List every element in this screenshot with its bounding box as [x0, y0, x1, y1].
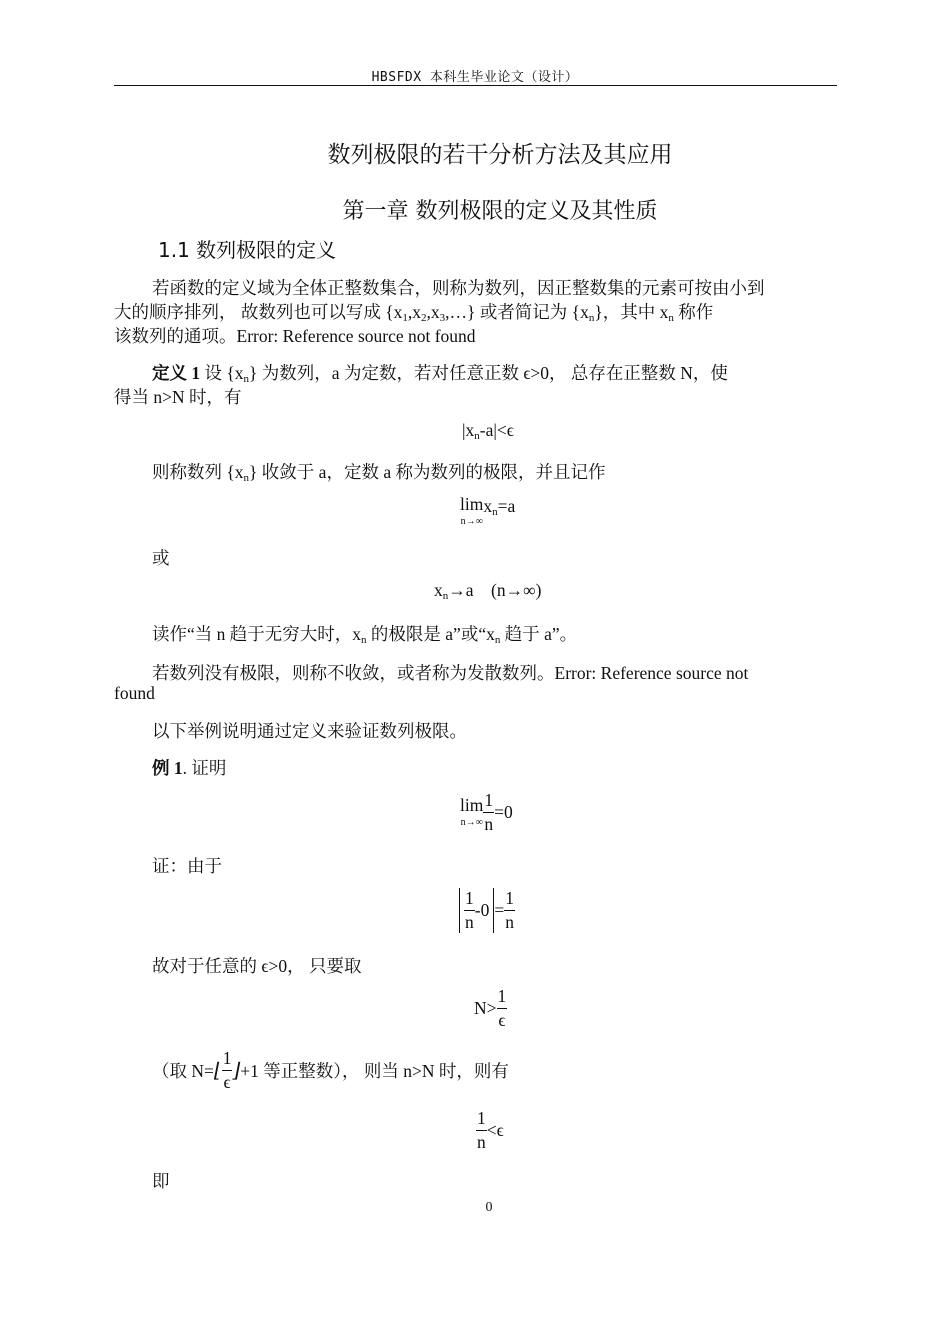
conv-text-b: } 收敛于 a，定数 a 称为数列的极限，并且记作 — [249, 462, 606, 482]
eq1-x: x — [465, 420, 475, 440]
lim-sub: n→∞ — [460, 515, 483, 527]
para1-line1: 若函数的定义域为全体正整数集合，则称为数列，因正整数集的元素可按由小到 — [152, 278, 765, 298]
sub-1: 1 — [402, 312, 408, 324]
conv-x: x — [234, 462, 244, 482]
eq2-x: x — [483, 496, 493, 516]
diverge-line2: found — [114, 683, 155, 703]
eq4-lim-sub: n→∞ — [460, 816, 483, 828]
eq5-num: 1 — [464, 890, 475, 911]
intro-example: 以下举例说明通过定义来验证数列极限。 — [152, 721, 467, 741]
take-b: +1 等正整数）， 则当 n>N 时，则有 — [240, 1061, 509, 1081]
eq1-left: | — [462, 420, 466, 440]
def1-text-b: } 为数列，a 为定数，若对任意正数 ϵ>0， 总存在正整数 N，使 — [249, 363, 728, 383]
equation-arrow — [434, 580, 541, 602]
section-heading: 1.1 数列极限的定义 — [158, 238, 337, 262]
eq6-left: N> — [474, 998, 497, 1018]
ellipsis: ,…} — [445, 302, 476, 322]
eq4-tail: =0 — [494, 802, 513, 822]
equation-lim-1-over-n — [460, 792, 513, 833]
def1-line2: 得当 n>N 时，有 — [114, 387, 242, 407]
read-sub1: n — [361, 634, 367, 646]
converge-line — [152, 459, 605, 484]
read-sub2: n — [494, 634, 501, 646]
para1-line2-b: 或者简记为 { — [479, 302, 581, 322]
or-text: 或 — [152, 548, 170, 568]
eq5-frac2 — [504, 890, 515, 931]
read-c: 趋于 a”。 — [500, 624, 578, 644]
seq-xn: x — [580, 302, 589, 322]
eq2-sub-n: n — [492, 506, 498, 518]
sub-2: 2 — [421, 312, 427, 324]
take-den: ϵ — [223, 1071, 231, 1092]
eq7-num: 1 — [476, 1110, 487, 1131]
example-text: . 证明 — [182, 758, 227, 778]
chapter-heading: 第一章 数列极限的定义及其性质 — [342, 199, 658, 224]
eq1-right: -a|<ϵ — [479, 420, 514, 440]
conv-sub: n — [243, 472, 250, 484]
page-number: 0 — [485, 1200, 493, 1215]
eq5-den: n — [465, 911, 474, 932]
def1-text-a: 设 { — [200, 363, 235, 383]
equation-abs-diff — [462, 420, 514, 442]
def1-sub-n: n — [243, 373, 250, 385]
para1-line2-d: 称作 — [678, 302, 714, 322]
eq4-den: n — [484, 813, 494, 834]
sub-n: n — [588, 312, 595, 324]
eq2-body: =a — [497, 496, 516, 516]
take-a: （取 N= — [152, 1061, 214, 1081]
eq3-sub: n — [442, 590, 449, 602]
eq6-den: ϵ — [498, 1009, 506, 1030]
example-label: 例 1 — [152, 758, 183, 778]
eq4-limit — [460, 797, 483, 828]
eq5-abs — [459, 888, 494, 933]
equation-limit — [460, 496, 515, 527]
equation-1-over-n-lt-eps — [476, 1110, 504, 1151]
sub-n-2: n — [668, 312, 674, 324]
eq5-mid: -0 — [474, 900, 490, 920]
eq5-den2: n — [505, 911, 514, 932]
eq4-num: 1 — [483, 792, 494, 813]
eq3-body: →a (n→∞) — [448, 580, 542, 600]
para1-line3: 该数列的通项。Error: Reference source not found — [114, 326, 476, 346]
equation-n-gt — [474, 988, 507, 1029]
eq7-tail: <ϵ — [486, 1120, 504, 1140]
xn-term: x — [659, 302, 669, 322]
eq1-sub: n — [474, 430, 480, 442]
read-x2: x — [486, 624, 495, 644]
eq5-eq: = — [494, 900, 505, 920]
page-title: 数列极限的若干分析方法及其应用 — [327, 142, 673, 168]
floor-right: ⌋ — [232, 1060, 241, 1082]
take-num: 1 — [222, 1050, 233, 1071]
conv-text-a: 则称数列 { — [152, 462, 235, 482]
eq7-den: n — [477, 1131, 486, 1152]
take-frac — [222, 1050, 233, 1091]
example-1 — [152, 755, 226, 780]
seq-x1: x — [393, 302, 403, 322]
diverge-line1: 若数列没有极限，则称不收敛，或者称为发散数列。Error: Reference source not — [152, 663, 749, 683]
running-header: HBSFDX 本科生毕业论文（设计） — [371, 70, 579, 85]
seq-x3: x — [430, 302, 440, 322]
floor-left: ⌊ — [213, 1060, 222, 1082]
para1-line2: 大的顺序排列， 故数列也可以写成 $\{x_1,x_2,x_3,\dots\}$ 或者简记为 $\{x_n\}$，其中 $x_n$ 称作 — [114, 302, 714, 324]
lim-word: lim — [460, 494, 484, 514]
equation-abs-frac — [459, 888, 515, 933]
def1-x: x — [234, 363, 244, 383]
sub-3: 3 — [439, 312, 446, 324]
eq6-num: 1 — [497, 988, 508, 1009]
proof-start: 证：由于 — [152, 856, 222, 876]
ji-text: 即 — [152, 1171, 170, 1191]
eq7-frac — [476, 1110, 487, 1151]
eq6-frac — [497, 988, 508, 1029]
eq5-num2: 1 — [504, 890, 515, 911]
read-x1: x — [352, 624, 362, 644]
seq-x2: x — [412, 302, 422, 322]
read-line — [152, 621, 577, 646]
para1-line2-a: 大的顺序排列， 故数列也可以写成 { — [114, 302, 394, 322]
eq4-frac — [483, 792, 494, 833]
limit-operator — [460, 496, 483, 527]
def1-label: 定义 1 — [152, 363, 201, 383]
read-b: 的极限是 a”或“ — [366, 624, 487, 644]
eq3-x: x — [434, 580, 443, 600]
definition-1 — [152, 360, 728, 385]
para1-line2-c: }，其中 — [594, 302, 656, 322]
read-a: 读作“当 n 趋于无穷大时， — [152, 624, 353, 644]
eq5-frac — [464, 890, 475, 931]
header-rule — [114, 85, 837, 86]
any-epsilon: 故对于任意的 ϵ>0， 只要取 — [152, 956, 362, 976]
eq4-lim-word: lim — [460, 795, 484, 816]
take-n-line — [152, 1050, 509, 1091]
